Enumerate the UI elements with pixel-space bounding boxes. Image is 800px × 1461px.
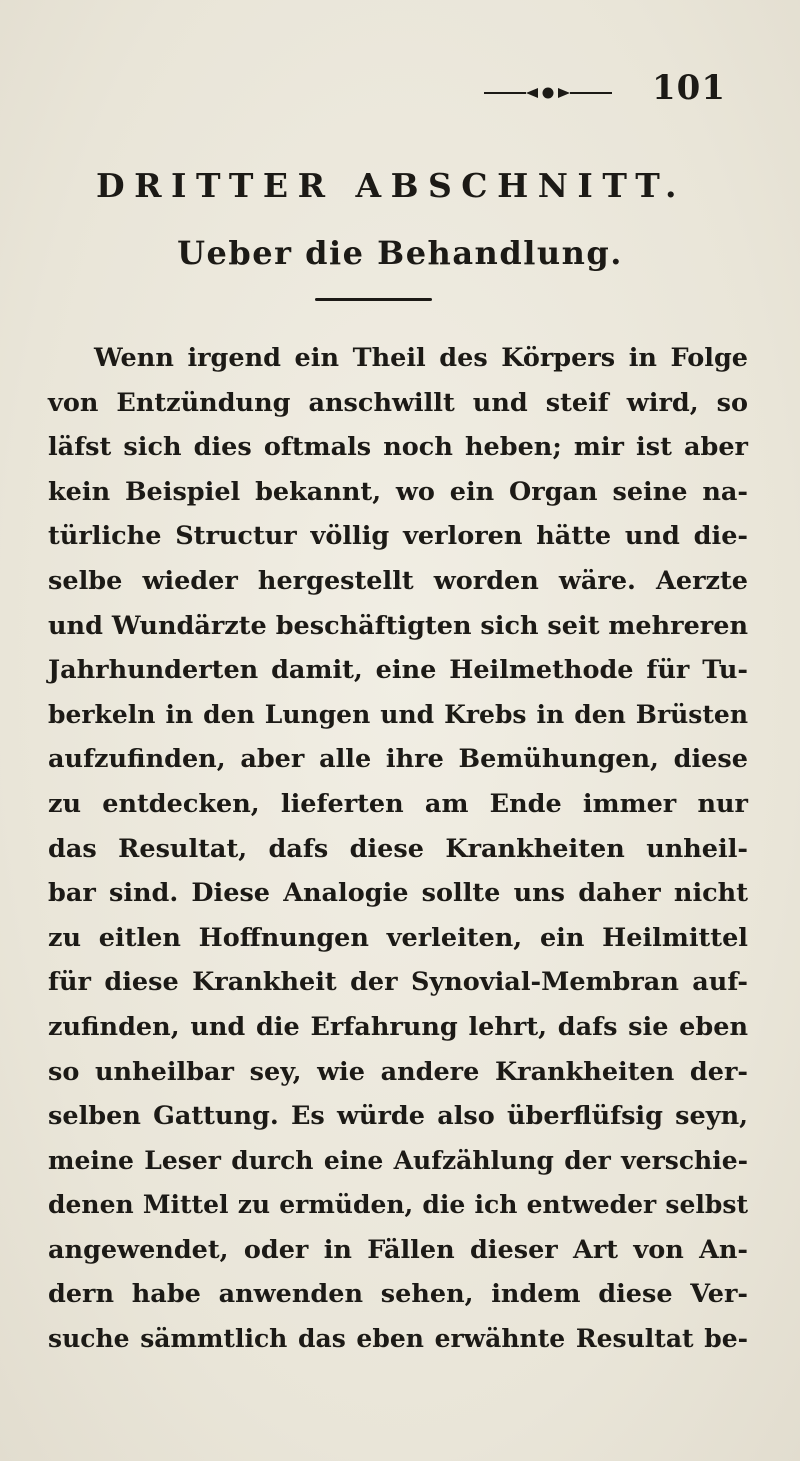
text-line: selben Gattung. Es würde also überflüfsig seyn, [48, 1101, 748, 1132]
section-heading: DRITTER ABSCHNITT. [96, 166, 687, 205]
text-line: aufzufinden, aber alle ihre Bemühungen, diese [48, 744, 748, 775]
page-number: 101 [652, 68, 726, 108]
text-line: für diese Krankheit der Synovial-Membran auf- [48, 967, 748, 998]
text-line: berkeln in den Lungen und Krebs in den Brüsten [48, 699, 748, 729]
text-line: von Entzündung anschwillt und steif wird, so [48, 387, 748, 418]
text-line: selbe wieder hergestellt worden wäre. Aerzte [48, 565, 748, 596]
text-line: das Resultat, dafs diese Krankheiten unheil- [48, 833, 748, 864]
divider-rule [315, 298, 432, 301]
text-line: Jahrhunderten damit, eine Heilmethode für Tu- [48, 655, 748, 686]
text-line: angewendet, oder in Fällen dieser Art von An- [48, 1234, 748, 1265]
body-text [48, 336, 748, 1362]
header-ornament [484, 86, 614, 100]
text-line: so unheilbar sey, wie andere Krankheiten der- [48, 1056, 748, 1087]
text-line: türliche Structur völlig verloren hätte und die- [48, 521, 748, 552]
text-line: meine Leser durch eine Aufzählung der verschie- [48, 1145, 748, 1175]
text-line: und Wundärzte beschäftigten sich seit mehreren [48, 610, 748, 641]
text-line: kein Beispiel bekannt, wo ein Organ seine na- [48, 476, 748, 507]
text-line: zufinden, und die Erfahrung lehrt, dafs sie eben [48, 1011, 748, 1042]
text-line: Wenn irgend ein Theil des Körpers in Folge [94, 343, 748, 373]
text-line: denen Mittel zu ermüden, die ich entweder selbst [48, 1190, 748, 1220]
text-line: zu eitlen Hoffnungen verleiten, ein Heilmittel [48, 922, 748, 953]
text-line: suche sämmtlich das eben erwähnte Resultat be- [48, 1324, 748, 1354]
section-subheading: Ueber die Behandlung. [177, 234, 623, 272]
text-line: bar sind. Diese Analogie sollte uns daher nicht [48, 878, 748, 909]
text-line: zu entdecken, lieferten am Ende immer nur [48, 788, 748, 819]
text-line: dern habe anwenden sehen, indem diese Ver- [48, 1279, 748, 1310]
text-line: läfst sich dies oftmals noch heben; mir ist aber [48, 432, 748, 463]
